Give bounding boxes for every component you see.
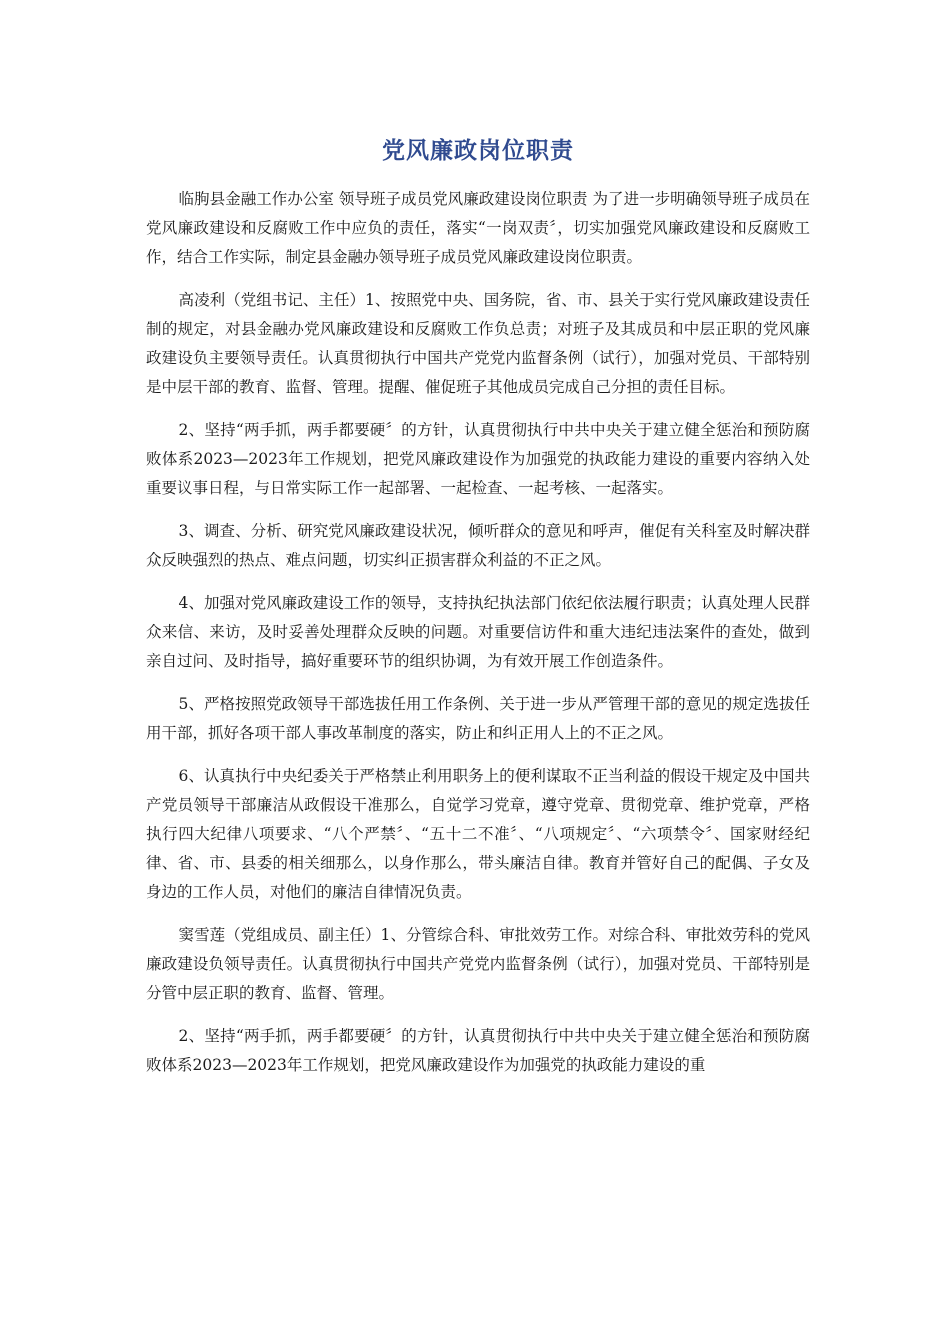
paragraph-gao-4: 4、加强对党风廉政建设工作的领导，支持执纪执法部门依纪依法履行职责；认真处理人民群众来信、来访，及时妥善处理群众反映的问题。对重要信访件和重大违纪违法案件的查处，做到亲自过问、及时指导，搞好重要环节的组织协调，为有效开展工作创造条件。 xyxy=(146,594,810,670)
paragraph-gao-6: 6、认真执行中央纪委关于严格禁止利用职务上的便利谋取不正当利益的假设干规定及中国共产党员领导干部廉洁从政假设干准那么，自觉学习党章，遵守党章、贯彻党章、维护党章，严格执行四大纪律八项要求、“八个严禁〞、“五十二不准〞、“八项规定〞、“六项禁令〞、国家财经纪律、省、市、县委的相关细那么，以身作那么，带头廉洁自律。教育并管好自己的配偶、子女及身边的工作人员，对他们的廉洁自律情况负责。 xyxy=(146,767,810,901)
paragraph-gao-1: 高凌利（党组书记、主任）1、按照党中央、国务院，省、市、县关于实行党风廉政建设责任制的规定，对县金融办党风廉政建设和反腐败工作负总责；对班子及其成员和中层正职的党风廉政建设负主要领导责任。认真贯彻执行中国共产党党内监督条例（试行），加强对党员、干部特别是中层干部的教育、监督、管理。提醒、催促班子其他成员完成自己分担的责任目标。 xyxy=(146,291,810,396)
paragraph-gao-2: 2、坚持“两手抓，两手都要硬〞的方针，认真贯彻执行中共中央关于建立健全惩治和预防腐败体系2023—2023年工作规划，把党风廉政建设作为加强党的执政能力建设的重要内容纳入处重要议事日程，与日常实际工作一起部署、一起检查、一起考核、一起落实。 xyxy=(146,421,810,497)
paragraph-gao-3: 3、调查、分析、研究党风廉政建设状况，倾听群众的意见和呼声，催促有关科室及时解决群众反映强烈的热点、难点问题，切实纠正损害群众利益的不正之风。 xyxy=(146,522,810,569)
paragraph-intro: 临朐县金融工作办公室 领导班子成员党风廉政建设岗位职责 为了进一步明确领导班子成员在党风廉政建设和反腐败工作中应负的责任，落实“一岗双责〞，切实加强党风廉政建设和反腐败工作，结合工作实际，制定县金融办领导班子成员党风廉政建设岗位职责。 xyxy=(146,190,810,266)
paragraph-dou-2: 2、坚持“两手抓，两手都要硬〞的方针，认真贯彻执行中共中央关于建立健全惩治和预防腐败体系2023—2023年工作规划，把党风廉政建设作为加强党的执政能力建设的重 xyxy=(146,1027,810,1074)
paragraph-dou-1: 窦雪莲（党组成员、副主任）1、分管综合科、审批效劳工作。对综合科、审批效劳科的党风廉政建设负领导责任。认真贯彻执行中国共产党党内监督条例（试行），加强对党员、干部特别是分管中层正职的教育、监督、管理。 xyxy=(146,926,810,1002)
paragraph-gao-5: 5、严格按照党政领导干部选拔任用工作条例、关于进一步从严管理干部的意见的规定选拔任用干部，抓好各项干部人事改革制度的落实，防止和纠正用人上的不正之风。 xyxy=(146,695,810,742)
document-title: 党风廉政岗位职责 xyxy=(382,138,574,164)
